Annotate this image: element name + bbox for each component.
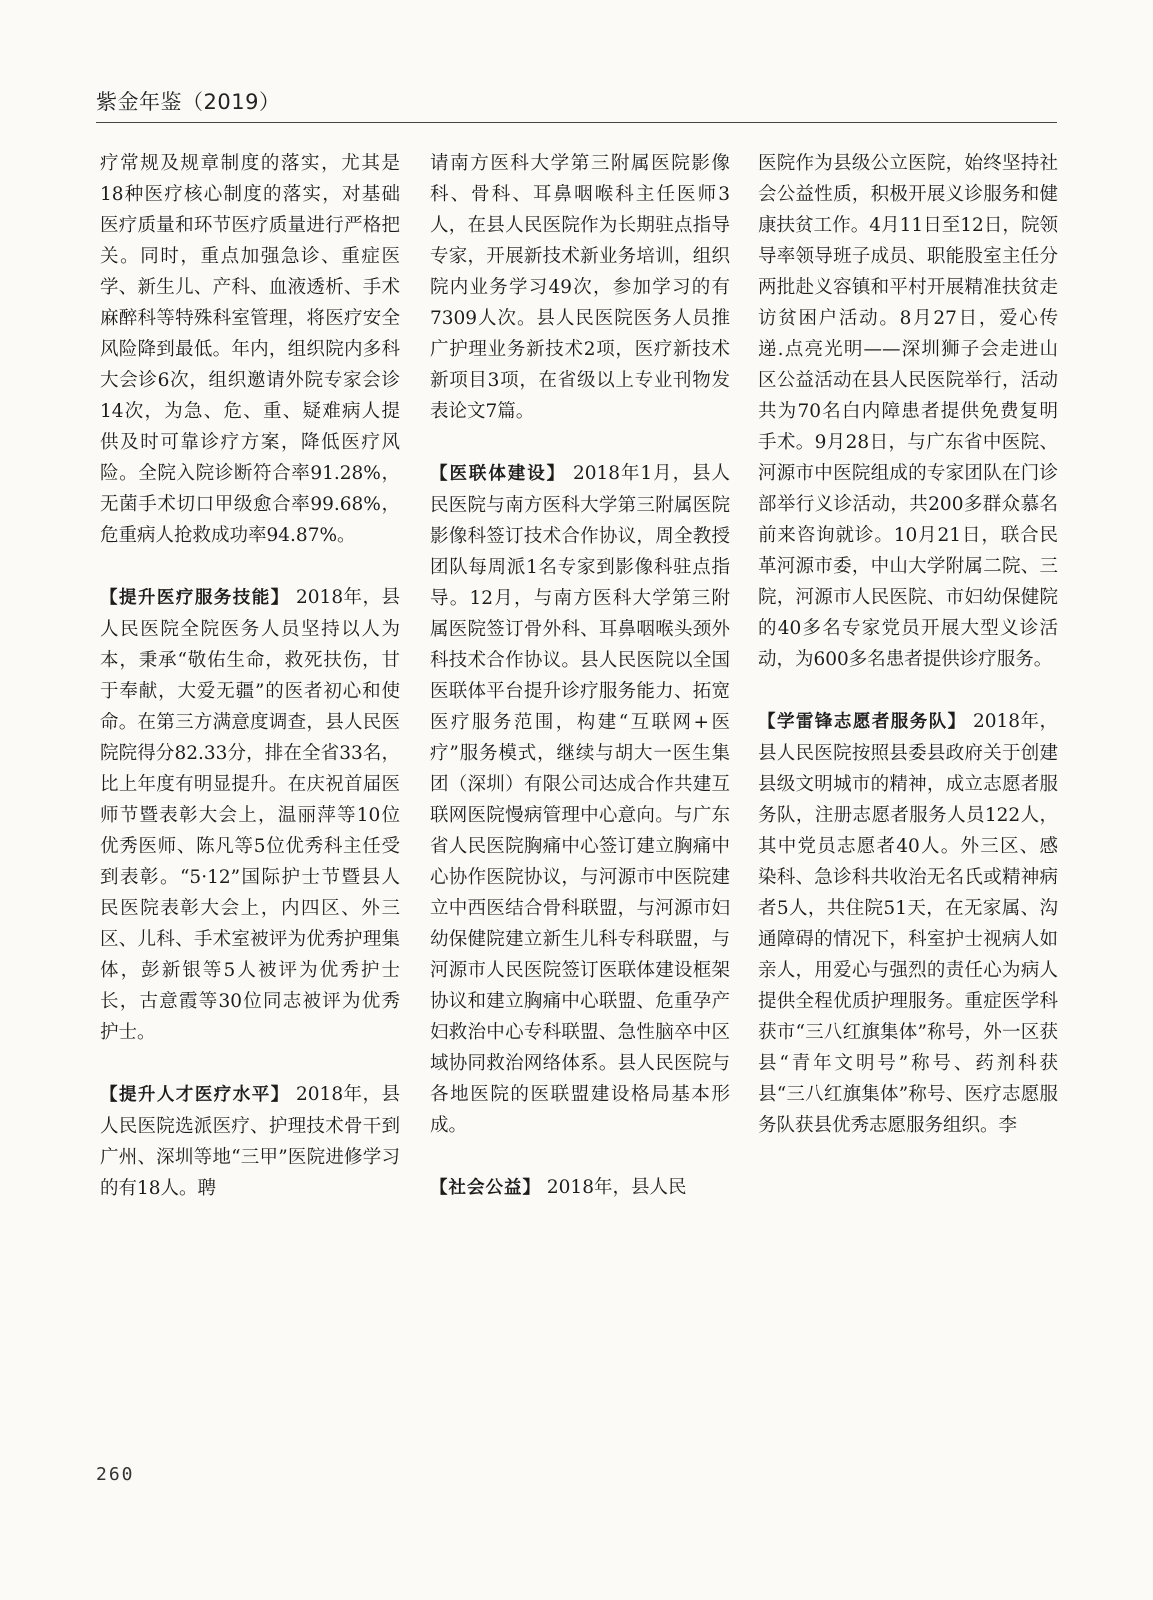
paragraph-text: 2018年，县人民 [546,1177,687,1198]
paragraph-text: 2018年，县人民医院选派医疗、护理技术骨干到广州、深圳等地“三甲”医院进修学习的有18人。聘 [100,1084,400,1199]
paragraph-text: 医院作为县级公立医院，始终坚持社会公益性质，积极开展义诊服务和健康扶贫工作。4月11日至12日，院领导率领导班子成员、职能股室主任分两批赴义容镇和平村开展精准扶贫走访贫困户活动。8月27日，爱心传递.点亮光明——深圳狮子会走进山区公益活动在县人民医院举行，活动共为70名白内障患者提供免费复明手术。9月28日，与广东省中医院、河源市中医院组成的专家团队在门诊部举行义诊活动，共200多群众慕名前来咨询就诊。10月21日，联合民革河源市委，中山大学附属二院、三院，河源市人民医院、市妇幼保健院的40多名专家党员开展大型义诊活动，为600多名患者提供诊疗服务。 [758,153,1058,670]
page-number: 260 [96,1464,135,1485]
paragraph-text: 疗常规及规章制度的落实，尤其是18种医疗核心制度的落实，对基础医疗质量和环节医疗质量进行严格把关。同时，重点加强急诊、重症医学、新生儿、产科、血液透析、手术麻醉科等特殊科室管理，将医疗安全风险降到最低。年内，组织院内多科大会诊6次，组织邀请外院专家会诊14次，为急、危、重、疑难病人提供及时可靠诊疗方案，降低医疗风险。全院入院诊断符合率91.28%，无菌手术切口甲级愈合率99.68%，危重病人抢救成功率94.87%。 [100,153,400,546]
paragraph-text: 请南方医科大学第三附属医院影像科、骨科、耳鼻咽喉科主任医师3人，在县人民医院作为长期驻点指导专家，开展新技术新业务培训，组织院内业务学习49次，参加学习的有7309人次。县人民医院医务人员推广护理业务新技术2项，医疗新技术新项目3项，在省级以上专业刊物发表论文7篇。 [430,153,730,422]
section-heading: 【提升医疗服务技能】 [100,588,290,608]
text-column-3 [758,148,1058,1141]
paragraph [758,148,1058,675]
paragraph [430,148,730,427]
paragraph [100,1079,400,1204]
text-column-2 [430,148,730,1204]
paragraph [100,148,400,551]
section-heading: 【社会公益】 [430,1178,541,1198]
paragraph [430,1172,730,1204]
paragraph [758,706,1058,1141]
paragraph-text: 2018年，县人民医院全院医务人员坚持以人为本，秉承“敬佑生命，救死扶伤，甘于奉献，大爱无疆”的医者初心和使命。在第三方满意度调查，县人民医院院得分82.33分，排在全省33名，比上年度有明显提升。在庆祝首届医师节暨表彰大会上，温丽萍等10位优秀医师、陈凡等5位优秀科主任受到表彰。“5·12”国际护士节暨县人民医院表彰大会上，内四区、外三区、儿科、手术室被评为优秀护理集体，彭新银等5人被评为优秀护士长，古意霞等30位同志被评为优秀护士。 [100,587,400,1043]
paragraph [100,582,400,1048]
section-heading: 【医联体建设】 [430,464,567,484]
paragraph [430,458,730,1141]
paragraph-text: 2018年，县人民医院按照县委县政府关于创建县级文明城市的精神，成立志愿者服务队，注册志愿者服务人员122人，其中党员志愿者40人。外三区、感染科、急诊科共收治无名氏或精神病者5人，共住院51天，在无家属、沟通障碍的情况下，科室护士视病人如亲人，用爱心与强烈的责任心为病人提供全程优质护理服务。重症医学科获市“三八红旗集体”称号，外一区获县“青年文明号”称号、药剂科获县“三八红旗集体”称号、医疗志愿服务队获县优秀志愿服务组织。李 [758,711,1058,1136]
running-header: 紫金年鉴（2019） [96,90,281,114]
header-divider [96,122,1057,123]
section-heading: 【学雷锋志愿者服务队】 [758,712,967,732]
paragraph-text: 2018年1月，县人民医院与南方医科大学第三附属医院影像科签订技术合作协议，周全教授团队每周派1名专家到影像科驻点指导。12月，与南方医科大学第三附属医院签订骨外科、耳鼻咽喉头颈外科技术合作协议。县人民医院以全国医联体平台提升诊疗服务能力、拓宽医疗服务范围，构建“互联网+医疗”服务模式，继续与胡大一医生集团（深圳）有限公司达成合作共建互联网医院慢病管理中心意向。与广东省人民医院胸痛中心签订建立胸痛中心协作医院协议，与河源市中医院建立中西医结合骨科联盟，与河源市妇幼保健院建立新生儿科专科联盟，与河源市人民医院签订医联体建设框架协议和建立胸痛中心联盟、危重孕产妇救治中心专科联盟、急性脑卒中区域协同救治网络体系。县人民医院与各地医院的医联盟建设格局基本形成。 [430,463,730,1136]
section-heading: 【提升人才医疗水平】 [100,1085,290,1105]
text-column-1 [100,148,400,1204]
